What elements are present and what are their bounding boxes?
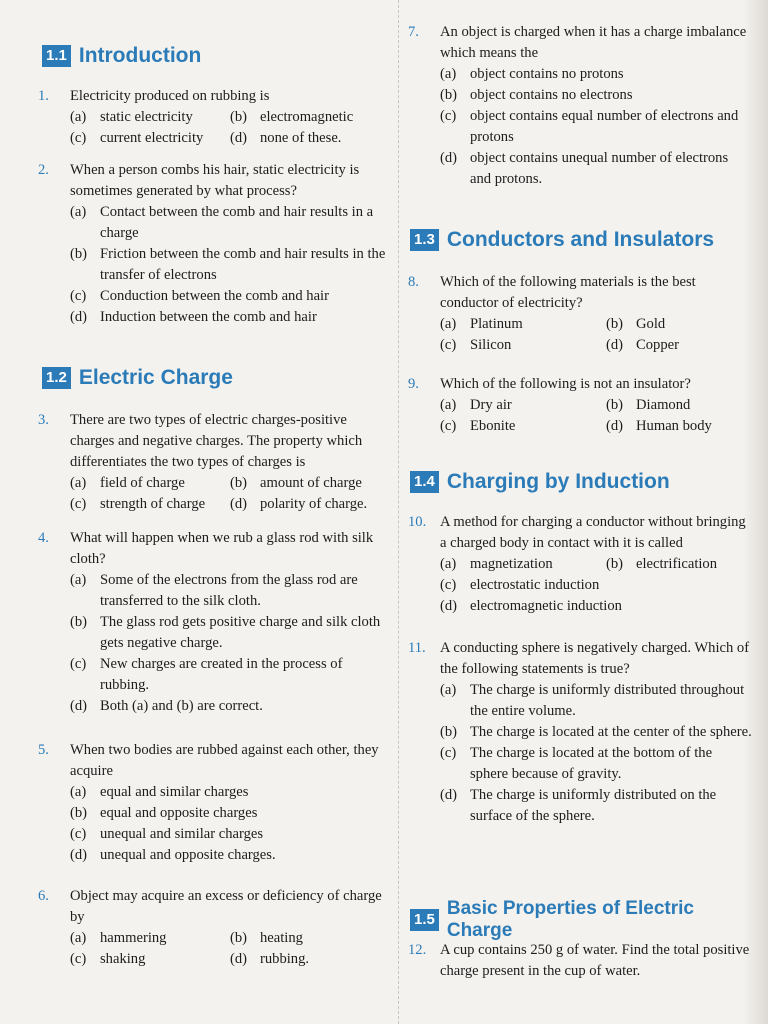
option-d: The charge is uniformly distributed on the surface of the sphere. — [470, 787, 717, 824]
option-c: object contains equal number of electrons and protons — [470, 108, 739, 145]
option-b: object contains no electrons — [470, 87, 633, 103]
option-label: (b) — [606, 397, 624, 413]
option-label: (d) — [70, 309, 88, 325]
question-10 — [408, 512, 752, 617]
section-number: 1.4 — [410, 471, 439, 493]
option-label: (a) — [440, 316, 457, 332]
option-label: (a) — [70, 204, 87, 220]
option-b: Friction between the comb and hair results in the transfer of electrons — [100, 246, 386, 283]
option-b: electromagnetic — [260, 109, 354, 125]
section-number: 1.2 — [42, 367, 71, 389]
option-label: (d) — [606, 418, 624, 434]
option-label: (a) — [70, 475, 87, 491]
option-b: electrification — [636, 556, 718, 572]
option-label: (c) — [70, 288, 87, 304]
option-a: Contact between the comb and hair results in a charge — [100, 204, 374, 241]
question-5 — [38, 740, 394, 866]
option-a: field of charge — [100, 475, 185, 491]
question-number: 6. — [38, 888, 49, 904]
option-label: (a) — [70, 930, 87, 946]
option-c: unequal and similar charges — [100, 826, 264, 842]
option-d: unequal and opposite charges. — [100, 847, 276, 863]
section-title: Introduction — [78, 44, 202, 67]
option-label: (b) — [70, 246, 88, 262]
option-c: strength of charge — [100, 496, 206, 512]
question-number: 2. — [38, 162, 49, 178]
question-text: Electricity produced on rubbing is — [70, 88, 270, 104]
question-11 — [408, 638, 752, 827]
option-d: Induction between the comb and hair — [100, 309, 317, 325]
section-heading-1-3 — [410, 228, 714, 252]
section-heading-1-4 — [410, 470, 670, 494]
option-d: polarity of charge. — [260, 496, 368, 512]
question-number: 8. — [408, 274, 419, 290]
question-number: 11. — [408, 640, 426, 656]
option-a: Some of the electrons from the glass rod are transferred to the silk cloth. — [100, 572, 358, 609]
option-label: (b) — [606, 556, 624, 572]
question-text: Object may acquire an excess or deficiency of charge by — [70, 888, 382, 925]
section-title: Charging by Induction — [446, 470, 670, 493]
question-number: 1. — [38, 88, 49, 104]
option-label: (c) — [70, 826, 87, 842]
question-text: A conducting sphere is negatively charged. Which of the following statements is true? — [440, 640, 750, 677]
question-7 — [408, 22, 752, 190]
option-label: (d) — [440, 598, 458, 614]
option-c: Silicon — [470, 337, 512, 353]
option-label: (c) — [70, 496, 87, 512]
option-label: (d) — [230, 951, 248, 967]
option-label: (a) — [440, 556, 457, 572]
option-label: (a) — [70, 109, 87, 125]
option-label: (b) — [440, 724, 458, 740]
question-text: When a person combs his hair, static electricity is sometimes generated by what process? — [70, 162, 360, 199]
option-a: equal and similar charges — [100, 784, 249, 800]
option-b: amount of charge — [260, 475, 362, 491]
question-number: 7. — [408, 24, 419, 40]
option-label: (a) — [440, 682, 457, 698]
question-text: An object is charged when it has a charge imbalance which means the — [440, 24, 747, 61]
option-d: Copper — [636, 337, 679, 353]
option-a: object contains no protons — [470, 66, 624, 82]
option-b: heating — [260, 930, 303, 946]
option-label: (c) — [440, 337, 457, 353]
option-label: (c) — [70, 656, 87, 672]
column-divider — [398, 0, 399, 1024]
question-number: 12. — [408, 942, 427, 958]
option-label: (c) — [70, 130, 87, 146]
option-label: (b) — [606, 316, 624, 332]
option-label: (c) — [70, 951, 87, 967]
question-4 — [38, 528, 394, 717]
option-label: (c) — [440, 108, 457, 124]
question-number: 9. — [408, 376, 419, 392]
option-c: Conduction between the comb and hair — [100, 288, 329, 304]
option-b: Gold — [636, 316, 666, 332]
section-number: 1.3 — [410, 229, 439, 251]
question-text: A cup contains 250 g of water. Find the total positive charge present in the cup of water. — [440, 942, 750, 979]
question-text: Which of the following is not an insulator? — [440, 376, 691, 392]
question-8 — [408, 272, 752, 356]
question-12 — [408, 940, 752, 982]
option-b: equal and opposite charges — [100, 805, 258, 821]
question-text: There are two types of electric charges-positive charges and negative charges. The property which differentiates the two types of charges is — [70, 412, 363, 470]
option-b: The charge is located at the center of the sphere. — [470, 724, 752, 740]
option-a: Platinum — [470, 316, 523, 332]
option-label: (a) — [440, 66, 457, 82]
option-label: (c) — [440, 418, 457, 434]
option-a: Dry air — [470, 397, 512, 413]
option-d: Human body — [636, 418, 712, 434]
option-label: (b) — [440, 87, 458, 103]
option-c: New charges are created in the process of rubbing. — [100, 656, 343, 693]
option-d: rubbing. — [260, 951, 310, 967]
option-label: (a) — [70, 784, 87, 800]
option-label: (d) — [440, 787, 458, 803]
question-number: 5. — [38, 742, 49, 758]
option-label: (d) — [230, 130, 248, 146]
question-number: 3. — [38, 412, 49, 428]
question-number: 10. — [408, 514, 427, 530]
option-c: The charge is located at the bottom of the sphere because of gravity. — [470, 745, 713, 782]
section-heading-1-2 — [42, 366, 233, 390]
option-a: The charge is uniformly distributed throughout the entire volume. — [470, 682, 745, 719]
section-number: 1.1 — [42, 45, 71, 67]
section-heading-1-5 — [410, 898, 752, 942]
option-label: (b) — [230, 930, 248, 946]
option-c: current electricity — [100, 130, 204, 146]
option-c: shaking — [100, 951, 146, 967]
question-9 — [408, 374, 752, 437]
option-label: (d) — [440, 150, 458, 166]
left-column — [38, 0, 394, 1024]
option-d: none of these. — [260, 130, 342, 146]
section-title: Electric Charge — [78, 366, 233, 389]
option-b: Diamond — [636, 397, 691, 413]
question-text: When two bodies are rubbed against each other, they acquire — [70, 742, 379, 779]
question-2 — [38, 160, 394, 328]
option-c: Ebonite — [470, 418, 516, 434]
question-text: A method for charging a conductor without bringing a charged body in contact with it is called — [440, 514, 746, 551]
question-3 — [38, 410, 394, 515]
section-heading-1-1 — [42, 44, 201, 68]
option-label: (c) — [440, 745, 457, 761]
option-c: electrostatic induction — [470, 577, 600, 593]
option-label: (c) — [440, 577, 457, 593]
option-label: (d) — [70, 698, 88, 714]
option-d: electromagnetic induction — [470, 598, 622, 614]
option-a: magnetization — [470, 556, 553, 572]
option-d: object contains unequal number of electrons and protons. — [470, 150, 729, 187]
option-b: The glass rod gets positive charge and silk cloth gets negative charge. — [100, 614, 381, 651]
option-label: (a) — [440, 397, 457, 413]
section-title: Conductors and Insulators — [446, 228, 715, 251]
question-text: Which of the following materials is the best conductor of electricity? — [440, 274, 696, 311]
option-d: Both (a) and (b) are correct. — [100, 698, 263, 714]
option-a: hammering — [100, 930, 167, 946]
option-label: (d) — [70, 847, 88, 863]
question-text: What will happen when we rub a glass rod with silk cloth? — [70, 530, 374, 567]
option-label: (d) — [606, 337, 624, 353]
option-label: (b) — [230, 109, 248, 125]
option-label: (a) — [70, 572, 87, 588]
right-column — [408, 0, 752, 1024]
option-label: (d) — [230, 496, 248, 512]
option-label: (b) — [70, 614, 88, 630]
option-a: static electricity — [100, 109, 193, 125]
section-title: Basic Properties of Electric Charge — [446, 898, 694, 941]
question-1 — [38, 86, 394, 149]
option-label: (b) — [70, 805, 88, 821]
question-6 — [38, 886, 394, 970]
option-label: (b) — [230, 475, 248, 491]
section-number: 1.5 — [410, 909, 439, 931]
question-number: 4. — [38, 530, 49, 546]
